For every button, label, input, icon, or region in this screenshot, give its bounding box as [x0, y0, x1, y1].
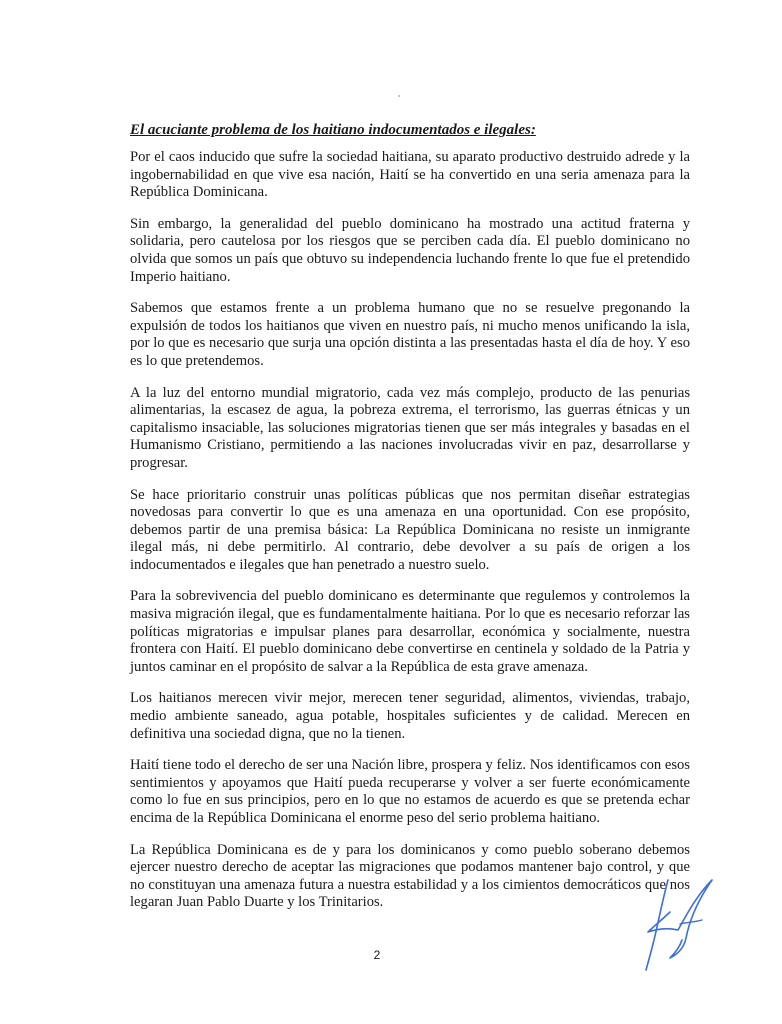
- paragraph-7: Los haitianos merecen vivir mejor, merecen tener seguridad, alimentos, viviendas, trabajo, medio ambiente saneado, agua potable, hospitales suficientes y de calidad. Merecen en definitiva una sociedad digna, que no la tienen.: [130, 690, 690, 742]
- document-title-suffix: :: [530, 122, 536, 138]
- paragraph-9: La República Dominicana es de y para los dominicanos y como pueblo soberano debemos ejercer nuestro derecho de aceptar las migraciones que podamos mantener bajo control, y que no constituyan una amenaza futura a nuestra estabilidad y a los cimientos democráticos que nos legaran Juan Pablo Duarte y los Trinitarios.: [130, 841, 690, 911]
- paragraph-1: Por el caos inducido que sufre la sociedad haitiana, su aparato productivo destruido adrede y la ingobernabilidad en que vive esa nación, Haití se ha convertido en una seria amenaza para la República Dominicana.: [130, 149, 690, 201]
- paragraph-8: Haití tiene todo el derecho de ser una Nación libre, prospera y feliz. Nos identificamos con esos sentimientos y apoyamos que Haití pueda recuperarse y volver a ser fuerte económicamente como lo fue en sus principios, pero en lo que no estamos de acuerdo es que se pretenda echar encima de la República Dominicana el enorme peso del serio problema haitiano.: [130, 757, 690, 826]
- paragraph-5: Se hace prioritario construir unas políticas públicas que nos permitan diseñar estrategias novedosas para convertir lo que es una amenaza en una oportunidad. Con ese propósito, debemos partir de una premisa básica: La República Dominicana no resiste un inmigrante ilegal más, ni debe permitirlo. Al contrario, debe devolver a su país de origen a los indocumentados e ilegales que han penetrado a nuestro suelo.: [130, 486, 690, 573]
- signature-icon: [640, 872, 720, 974]
- document-title: [130, 121, 690, 139]
- paragraph-3: Sabemos que estamos frente a un problema humano que no se resuelve pregonando la expulsión de todos los haitianos que viven en nuestro país, ni mucho menos unificando la isla, por lo que es necesario que surja una opción distinta a las presentadas hasta el día de hoy. Y eso es lo que pretendemos.: [130, 300, 690, 369]
- page-number: 2: [373, 948, 381, 962]
- document-title-text: El acuciante problema de los haitiano indocumentados e ilegales: [130, 122, 531, 138]
- paragraph-4: A la luz del entorno mundial migratorio, cada vez más complejo, producto de las penurias alimentarias, la escasez de agua, la pobreza extrema, el terrorismo, las guerras étnicas y un capitalismo insaciable, las soluciones migratorias tienen que ser más integrales y basadas en el Humanismo Cristiano, permitiendo a las naciones involucradas vivir en paz, desarrollarse y progresar.: [130, 384, 690, 471]
- document-body: [130, 121, 690, 926]
- paragraph-6: Para la sobrevivencia del pueblo dominicano es determinante que regulemos y controlemos la masiva migración ilegal, que es fundamentalmente haitiana. Por lo que es necesario reforzar las políticas migratorias e impulsar planes para desarrollar, económica y socialmente, nuestra frontera con Haití. El pueblo dominicano debe convertirse en centinela y soldado de la Patria y juntos caminar en el propósito de salvar a la República de esta grave amenaza.: [130, 588, 690, 675]
- paragraph-2: Sin embargo, la generalidad del pueblo dominicano ha mostrado una actitud fraterna y solidaria, pero cautelosa por los riesgos que se perciben cada día. El pueblo dominicano no olvida que somos un país que obtuvo su independencia luchando frente lo que fue el pretendido Imperio haitiano.: [130, 215, 690, 285]
- scan-speck: [398, 95, 400, 97]
